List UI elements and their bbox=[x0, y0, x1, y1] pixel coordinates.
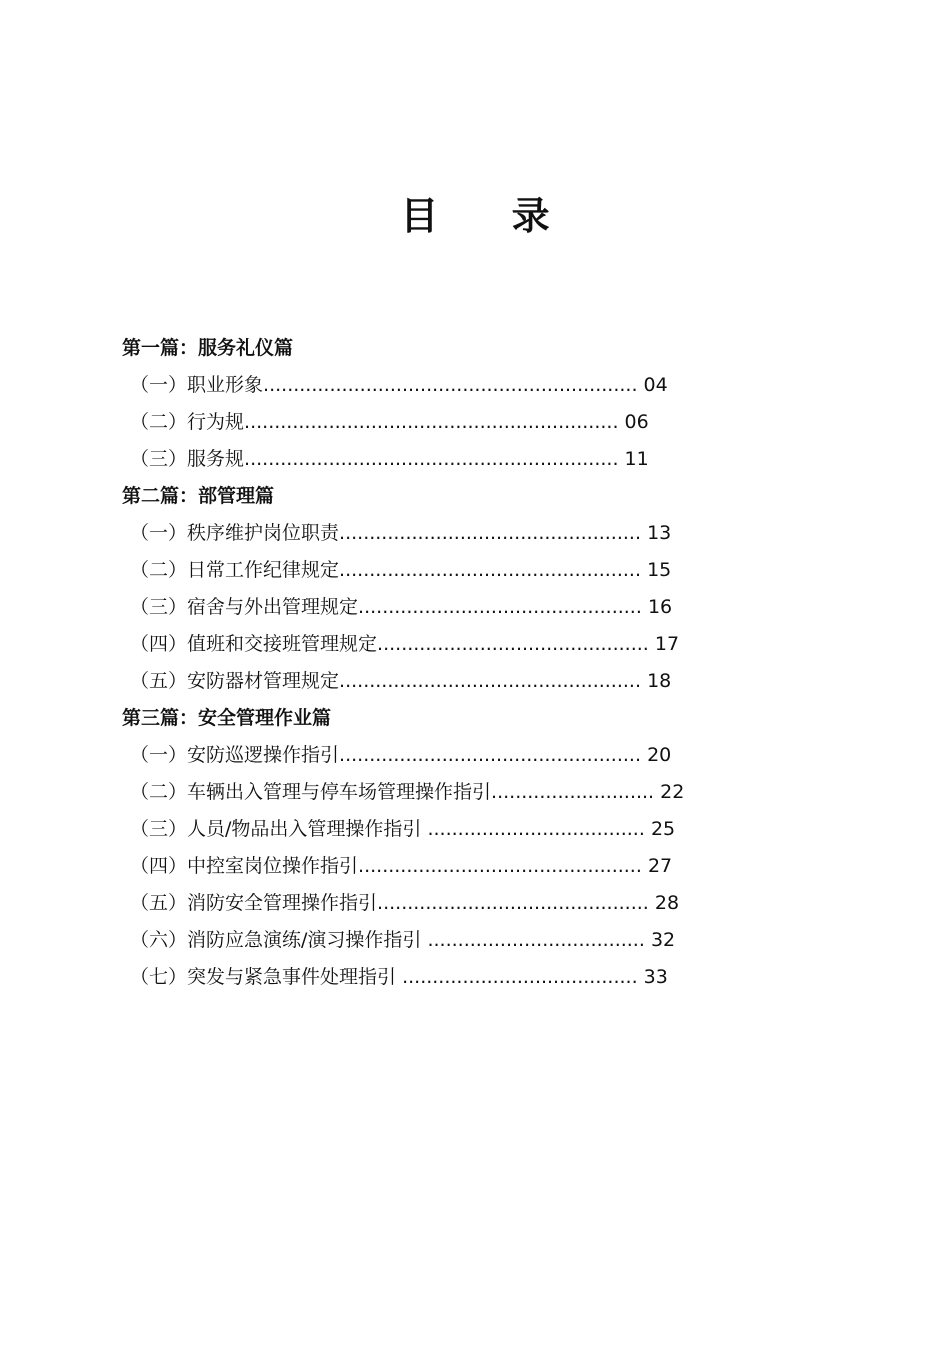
toc-entry[interactable] bbox=[122, 959, 822, 996]
section-heading: 第二篇：部管理篇 bbox=[122, 485, 275, 507]
entry-number: （二） bbox=[130, 559, 188, 581]
entry-page: 16 bbox=[647, 596, 673, 618]
entry-number: （五） bbox=[130, 670, 188, 692]
entry-page: 22 bbox=[660, 781, 685, 803]
entry-number: （一） bbox=[130, 374, 188, 396]
page-title: 目 录 bbox=[400, 194, 580, 238]
entry-leader: .............................................................. bbox=[244, 411, 619, 433]
entry-number: （二） bbox=[130, 781, 188, 803]
entry-leader: .............................................................. bbox=[263, 374, 638, 396]
entry-title: 服务规 bbox=[187, 448, 245, 470]
toc-entry[interactable] bbox=[122, 811, 822, 848]
entry-leader: .................................................. bbox=[339, 670, 642, 692]
toc-entry[interactable] bbox=[122, 589, 822, 626]
entry-number: （五） bbox=[130, 892, 188, 914]
entry-page: 32 bbox=[650, 929, 676, 951]
toc-entry[interactable] bbox=[122, 774, 822, 811]
entry-title: 宿舍与外出管理规定 bbox=[187, 596, 359, 618]
entry-leader: ............................................... bbox=[358, 596, 642, 618]
entry-number: （三） bbox=[130, 818, 188, 840]
entry-leader: ............................................. bbox=[377, 633, 649, 655]
entry-page: 33 bbox=[643, 966, 668, 988]
section-heading: 第一篇：服务礼仪篇 bbox=[122, 337, 294, 359]
toc-entry[interactable] bbox=[122, 848, 822, 885]
entry-title: 行为规 bbox=[187, 411, 245, 433]
toc-entry[interactable] bbox=[122, 885, 822, 922]
entry-title: 消防应急演练/演习操作指引 bbox=[187, 929, 422, 951]
toc-entry[interactable] bbox=[122, 441, 822, 478]
entry-page: 27 bbox=[647, 855, 673, 877]
entry-title: 中控室岗位操作指引 bbox=[187, 855, 359, 877]
toc-entry[interactable] bbox=[122, 626, 822, 663]
entry-leader: ........................... bbox=[491, 781, 655, 803]
entry-number: （三） bbox=[130, 448, 188, 470]
section-heading: 第三篇：安全管理作业篇 bbox=[122, 707, 332, 729]
entry-page: 11 bbox=[624, 448, 649, 470]
entry-page: 18 bbox=[647, 670, 672, 692]
entry-number: （七） bbox=[130, 966, 188, 988]
entry-leader: .................................................. bbox=[339, 522, 642, 544]
entry-page: 15 bbox=[647, 559, 672, 581]
entry-number: （一） bbox=[130, 522, 188, 544]
entry-page: 25 bbox=[650, 818, 676, 840]
toc-entry[interactable] bbox=[122, 367, 822, 404]
entry-leader: ............................................. bbox=[377, 892, 649, 914]
entry-number: （三） bbox=[130, 596, 188, 618]
entry-leader: .............................................................. bbox=[244, 448, 619, 470]
entry-number: （六） bbox=[130, 929, 188, 951]
toc-entry[interactable] bbox=[122, 515, 822, 552]
entry-leader: .................................... bbox=[421, 929, 645, 951]
entry-page: 28 bbox=[654, 892, 680, 914]
entry-leader: .................................... bbox=[421, 818, 645, 840]
entry-leader: .................................................. bbox=[339, 744, 642, 766]
entry-title: 消防安全管理操作指引 bbox=[187, 892, 378, 914]
toc-entry[interactable] bbox=[122, 552, 822, 589]
entry-title: 秩序维护岗位职责 bbox=[187, 522, 340, 544]
entry-title: 职业形象 bbox=[187, 374, 264, 396]
entry-leader: .................................................. bbox=[339, 559, 642, 581]
entry-number: （四） bbox=[130, 633, 188, 655]
entry-leader: ............................................... bbox=[358, 855, 642, 877]
toc-entry[interactable] bbox=[122, 663, 822, 700]
entry-title: 值班和交接班管理规定 bbox=[187, 633, 378, 655]
table-of-contents bbox=[122, 330, 822, 996]
entry-title: 日常工作纪律规定 bbox=[187, 559, 340, 581]
toc-entry[interactable] bbox=[122, 404, 822, 441]
entry-title: 突发与紧急事件处理指引 bbox=[187, 966, 397, 988]
entry-page: 17 bbox=[654, 633, 680, 655]
entry-title: 安防巡逻操作指引 bbox=[187, 744, 340, 766]
toc-entry[interactable] bbox=[122, 922, 822, 959]
toc-entry[interactable] bbox=[122, 737, 822, 774]
entry-title: 车辆出入管理与停车场管理操作指引 bbox=[187, 781, 492, 803]
entry-number: （一） bbox=[130, 744, 188, 766]
entry-page: 04 bbox=[643, 374, 668, 396]
entry-page: 06 bbox=[624, 411, 649, 433]
entry-title: 安防器材管理规定 bbox=[187, 670, 340, 692]
entry-page: 13 bbox=[647, 522, 672, 544]
entry-number: （二） bbox=[130, 411, 188, 433]
entry-number: （四） bbox=[130, 855, 188, 877]
entry-leader: ....................................... bbox=[396, 966, 638, 988]
entry-page: 20 bbox=[647, 744, 672, 766]
entry-title: 人员/物品出入管理操作指引 bbox=[187, 818, 422, 840]
